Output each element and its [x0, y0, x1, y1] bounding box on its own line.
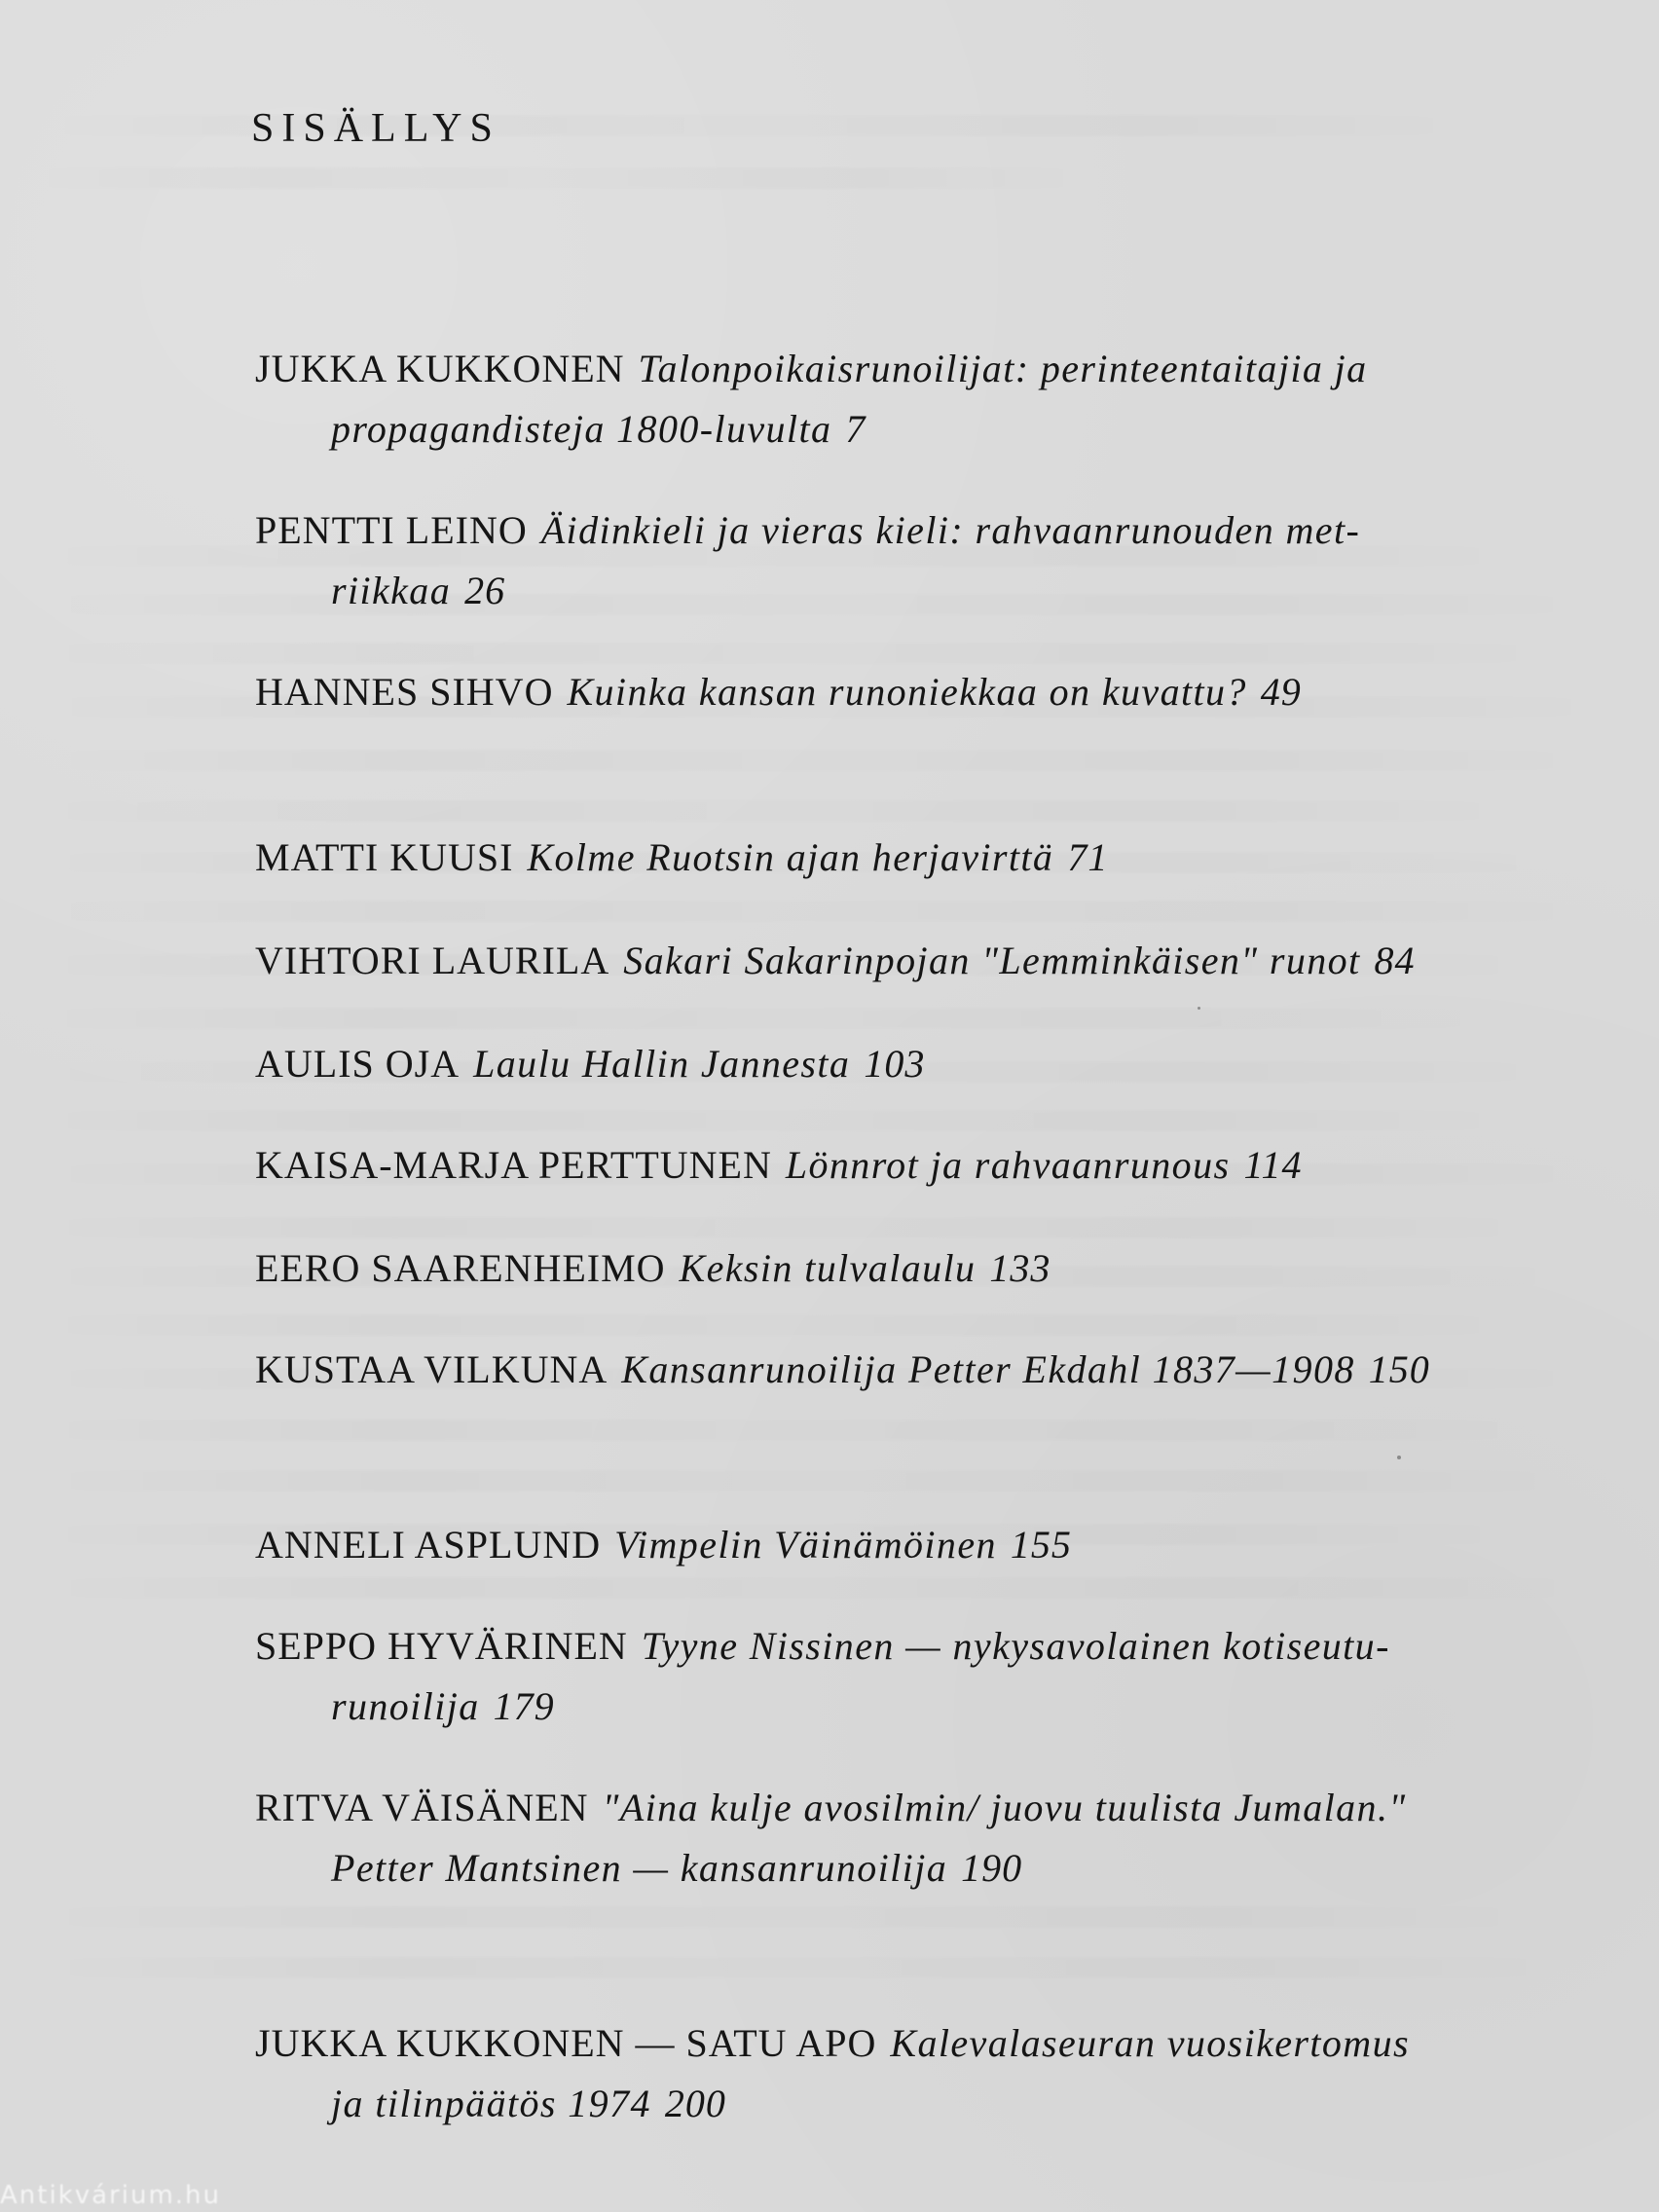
entry-title: "Aina kulje avosilmin/ juovu tuulista Jumalan." — [602, 1786, 1407, 1829]
entry-page-number: 71 — [1067, 835, 1109, 879]
toc-entry — [255, 828, 1550, 888]
toc-entry — [255, 662, 1550, 722]
entry-title: Äidinkieli ja vieras kieli: rahvaanrunouden met- — [540, 508, 1361, 552]
entry-page-number: 133 — [989, 1246, 1051, 1290]
entry-title: Kuinka kansan runoniekkaa on kuvattu? — [567, 670, 1247, 714]
entry-page-number: 150 — [1368, 1347, 1430, 1391]
entry-author: KAISA-MARJA PERTTUNEN — [255, 1143, 772, 1187]
entry-page-number: 26 — [464, 569, 506, 612]
entry-line-2 — [255, 1677, 1550, 1737]
entry-title: Laulu Hallin Jannesta — [473, 1042, 851, 1086]
entry-line-2 — [255, 2074, 1550, 2134]
entry-title: Sakari Sakarinpojan "Lemminkäisen" runot — [623, 939, 1361, 982]
toc-entry — [255, 1034, 1550, 1094]
entry-line-1 — [255, 1515, 1550, 1575]
entry-title: Kalevalaseuran vuosikertomus — [890, 2021, 1410, 2065]
entry-author: JUKKA KUKKONEN — [255, 347, 625, 390]
entry-page-number: 103 — [864, 1042, 926, 1086]
entry-line-1 — [255, 1135, 1550, 1196]
entry-line-1 — [255, 1340, 1550, 1400]
toc-entry — [255, 1616, 1550, 1737]
entry-title: Lönnrot ja rahvaanrunous — [785, 1143, 1231, 1187]
entry-page-number: 49 — [1260, 670, 1302, 714]
entry-line-2 — [255, 1838, 1550, 1899]
entry-title: Kansanrunoilija Petter Ekdahl 1837—1908 — [621, 1347, 1355, 1391]
entry-line-1 — [255, 500, 1550, 561]
entry-title-continued: ja tilinpäätös 1974 — [331, 2082, 651, 2125]
entry-line-1 — [255, 931, 1550, 991]
toc-entry — [255, 339, 1550, 460]
watermark: Antikvárium.hu — [0, 2181, 221, 2210]
toc-entry — [255, 2013, 1550, 2134]
entry-line-1 — [255, 1034, 1550, 1094]
toc-entry — [255, 1135, 1550, 1196]
paper-speck — [1198, 1007, 1200, 1010]
entry-line-1 — [255, 1616, 1550, 1677]
entry-line-1 — [255, 1238, 1550, 1299]
entry-title: Keksin tulvalaulu — [679, 1246, 977, 1290]
entry-page-number: 7 — [845, 407, 866, 451]
entry-author: EERO SAARENHEIMO — [255, 1246, 666, 1290]
entry-title-continued: propagandisteja 1800-luvulta — [331, 407, 832, 451]
entry-author: VIHTORI LAURILA — [255, 939, 610, 982]
entry-title-continued: Petter Mantsinen — kansanrunoilija — [331, 1846, 948, 1890]
page-title: SISÄLLYS — [251, 106, 500, 151]
toc-entry — [255, 1778, 1550, 1899]
entry-author: RITVA VÄISÄNEN — [255, 1786, 589, 1829]
entry-page-number: 179 — [493, 1684, 555, 1728]
entry-author: SEPPO HYVÄRINEN — [255, 1624, 628, 1668]
entry-line-1 — [255, 2013, 1550, 2074]
entry-page-number: 190 — [961, 1846, 1023, 1890]
entry-author: AULIS OJA — [255, 1042, 461, 1086]
entry-page-number: 200 — [664, 2082, 726, 2125]
entry-author: HANNES SIHVO — [255, 670, 554, 714]
entry-author: MATTI KUUSI — [255, 835, 514, 879]
entry-author: JUKKA KUKKONEN — SATU APO — [255, 2021, 877, 2065]
toc-entry — [255, 500, 1550, 621]
entry-line-1 — [255, 828, 1550, 888]
toc-entry — [255, 1515, 1550, 1575]
toc-entry — [255, 1340, 1550, 1400]
entry-title-continued: runoilija — [331, 1684, 480, 1728]
toc-entry — [255, 931, 1550, 991]
entry-author: PENTTI LEINO — [255, 508, 528, 552]
entry-line-2 — [255, 399, 1550, 460]
entry-page-number: 84 — [1374, 939, 1416, 982]
entry-author: ANNELI ASPLUND — [255, 1523, 602, 1567]
entry-title: Tyyne Nissinen — nykysavolainen kotiseutu- — [641, 1624, 1390, 1668]
entry-title: Talonpoikaisrunoilijat: perinteentaitajia ja — [638, 347, 1368, 390]
paper-speck — [1397, 1456, 1401, 1459]
entry-line-1 — [255, 662, 1550, 722]
entry-line-2 — [255, 561, 1550, 621]
toc-entry — [255, 1238, 1550, 1299]
entry-line-1 — [255, 339, 1550, 399]
entry-author: KUSTAA VILKUNA — [255, 1347, 608, 1391]
entry-title: Vimpelin Väinämöinen — [614, 1523, 997, 1567]
entry-page-number: 114 — [1243, 1143, 1303, 1187]
entry-title: Kolme Ruotsin ajan herjavirttä — [527, 835, 1054, 879]
entry-page-number: 155 — [1010, 1523, 1072, 1567]
entry-line-1 — [255, 1778, 1550, 1838]
entry-title-continued: riikkaa — [331, 569, 452, 612]
